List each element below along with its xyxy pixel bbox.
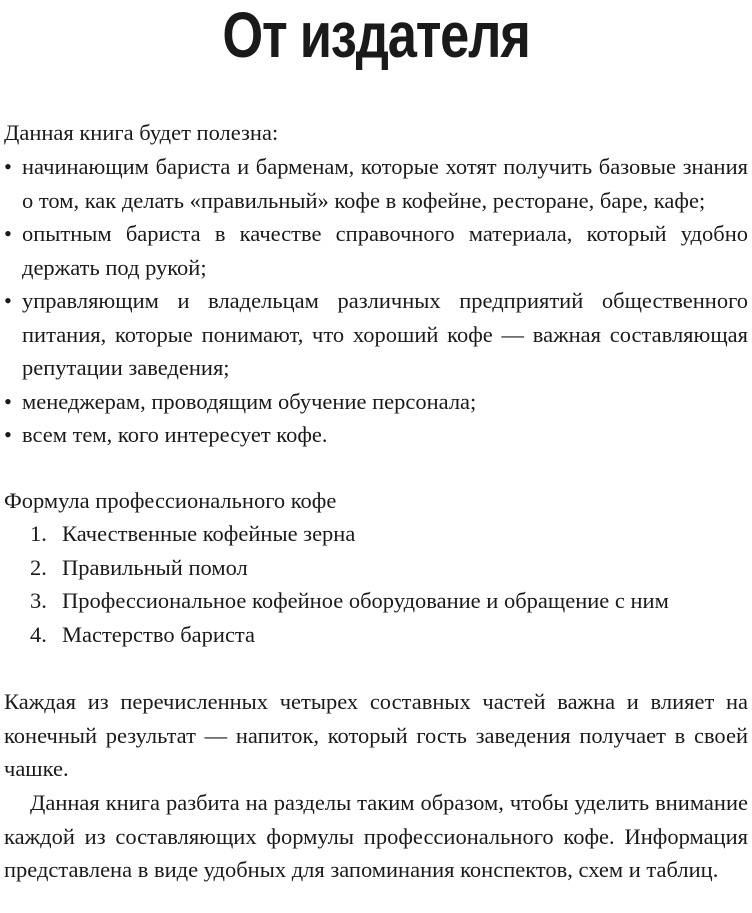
list-item-text: опытным бариста в качестве справочного материала, который удобно держать под рукой;: [22, 221, 748, 280]
formula-item: [30, 618, 730, 652]
formula-item-text: Профессиональное кофейное оборудование и обращение с ним: [62, 588, 669, 613]
list-item: [4, 284, 748, 385]
formula-item: [30, 551, 730, 585]
paragraph-components: Каждая из перечисленных четырех составных частей важна и влияет на конечный результат — напиток, который гость заведения получает в своей чашке.: [4, 689, 748, 781]
list-item-text: менеджерам, проводящим обучение персонала;: [22, 388, 477, 414]
formula-item-number: 1.: [30, 521, 47, 546]
formula-item: [30, 517, 730, 551]
bullet-icon: •: [4, 288, 12, 313]
formula-item-number: 4.: [30, 621, 47, 647]
formula-item-number: 2.: [30, 554, 47, 580]
bullet-icon: •: [4, 422, 12, 447]
formula-item: [30, 584, 730, 618]
page-title: От издателя: [222, 0, 530, 71]
list-item-text: начинающим бариста и барменам, которые хотят получить базовые знания о том, как делать «правильный» кофе в кофейне, ресторане, баре, кафе;: [22, 154, 748, 213]
bullet-icon: •: [4, 154, 12, 179]
list-item-text: всем тем, кого интересует кофе.: [22, 422, 328, 447]
bullet-icon: •: [4, 221, 12, 246]
formula-heading: Формула профессионального кофе: [4, 488, 337, 513]
formula-item-text: Мастерство бариста: [62, 621, 256, 647]
formula-item-text: Качественные кофейные зерна: [62, 521, 356, 546]
intro-text: Данная книга будет полезна:: [4, 120, 279, 145]
bullet-icon: •: [4, 388, 12, 414]
list-item: [4, 418, 748, 452]
paragraph-structure: Данная книга разбита на разделы таким образом, чтобы уделить внимание каждой из составляющих формулы профессионального кофе. Информация представлена в виде удобных для запоминания конспектов, схем и таблиц.: [4, 790, 748, 882]
formula-item-text: Правильный помол: [62, 554, 248, 580]
formula-item-number: 3.: [30, 588, 47, 613]
list-item: [4, 150, 748, 217]
list-item: [4, 385, 748, 419]
list-item-text: управляющим и владельцам различных предприятий общественного питания, которые понимают, что хороший кофе — важная составляющая репутации заведения;: [22, 288, 748, 380]
list-item: [4, 217, 748, 284]
audience-list: [4, 150, 748, 452]
formula-list: [30, 517, 730, 651]
